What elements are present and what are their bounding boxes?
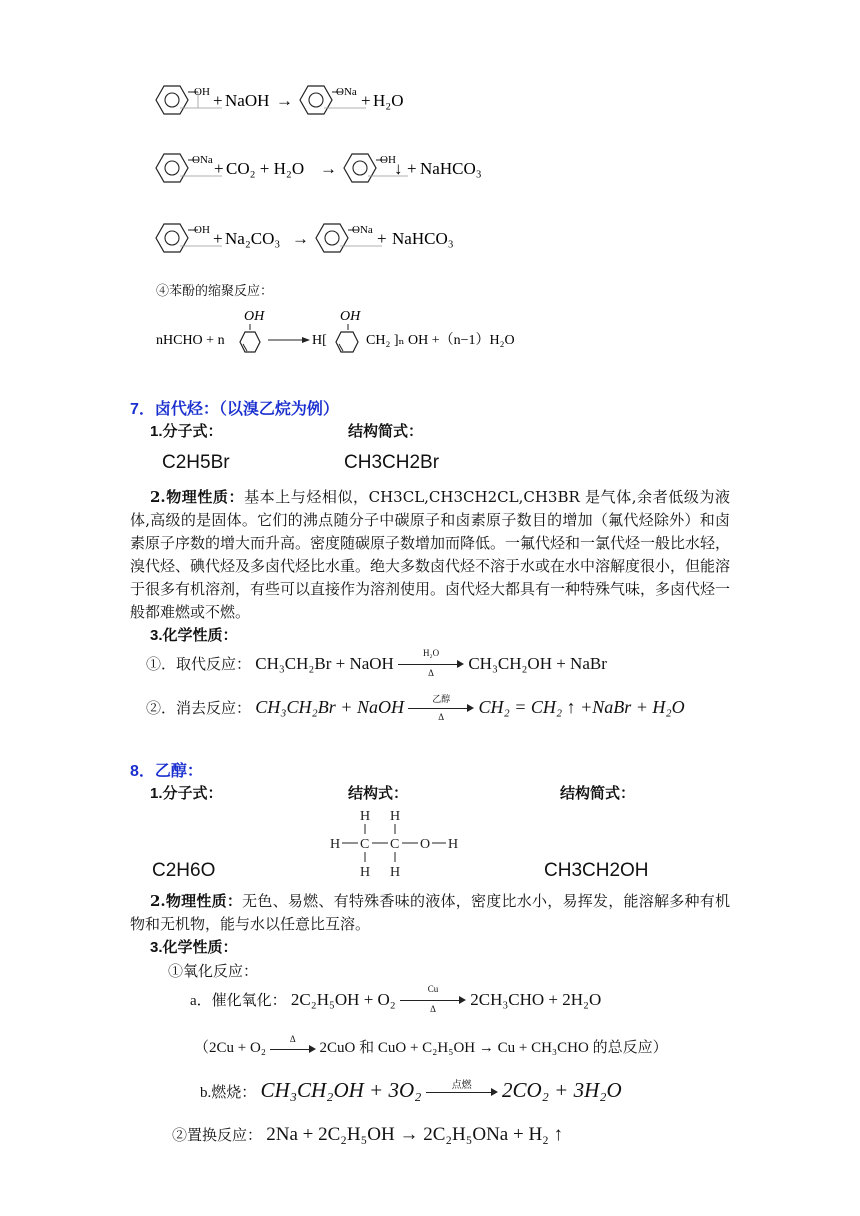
cat-ox-lhs: 2C₂H₅OH + O₂ — [290, 989, 396, 1009]
s8-struct-label: 结构式： — [348, 785, 409, 802]
combustion-label: b.燃烧： — [200, 1085, 257, 1101]
cat-ox-rhs: 2CH₃CHO + 2H₂O — [470, 989, 602, 1009]
svg-text:O: O — [420, 837, 431, 852]
combustion-lhs: CH₃CH₂OH + 3O₂ — [260, 1078, 422, 1102]
svg-text:H[: H[ — [312, 333, 327, 348]
s7-struct-formula: CH3CH2Br — [344, 452, 440, 473]
elim-reaction-lhs: CH₃CH₂Br + NaOH — [255, 696, 404, 717]
svg-text:H: H — [390, 865, 401, 880]
ethanol-structural-formula — [326, 804, 466, 884]
phenol-reaction-1 — [150, 78, 420, 126]
phenol-reaction-2 — [150, 146, 510, 194]
benzene-ring-icon — [150, 146, 510, 190]
svg-text:OH: OH — [194, 86, 210, 98]
s8-mol-formula: C2H6O — [152, 860, 216, 881]
elim-reaction-rhs: CH₂ = CH₂ ↑ +NaBr + H₂O — [478, 696, 685, 717]
cat-ox-label: a．催化氧化： — [190, 992, 287, 1009]
condensation-reaction — [152, 306, 572, 366]
svg-text:ONa: ONa — [192, 154, 213, 166]
svg-text:OH: OH — [194, 224, 210, 236]
arrow-icon: $\frac{\text{H₂O}}{\Delta}$ — [398, 650, 464, 680]
section-8-heading: 8．乙醇： — [130, 763, 203, 780]
svg-text:NaHCO₃: NaHCO₃ — [392, 229, 454, 248]
s7-mol-formula-label: 1.分子式： — [150, 423, 223, 440]
svg-text:→: → — [276, 91, 293, 110]
s7-elimination-reaction — [146, 694, 685, 724]
svg-text:→: → — [320, 159, 337, 178]
svg-text:+: + — [214, 159, 224, 178]
s8-overall-reaction-note — [194, 1033, 668, 1060]
s7-mol-formula: C2H5Br — [162, 452, 230, 473]
benzene-ring-icon — [152, 306, 572, 362]
combustion-rhs: 2CO₂ + 3H₂O — [501, 1078, 622, 1102]
s7-chem-label: 3.化学性质： — [150, 627, 238, 644]
s7-physical-properties — [130, 486, 730, 624]
svg-text:H: H — [448, 837, 459, 852]
s8-replacement-reaction — [172, 1124, 563, 1146]
svg-text:OH: OH — [244, 309, 265, 324]
svg-text:→: → — [292, 229, 309, 248]
sub-reaction-rhs: CH₃CH₂OH + NaBr — [468, 653, 607, 673]
svg-text:nHCHO + n: nHCHO + n — [156, 333, 225, 348]
svg-text:C: C — [360, 837, 370, 852]
s7-phys-label: 2.物理性质： — [150, 488, 245, 506]
s8-struct-simple: CH3CH2OH — [544, 860, 649, 881]
s7-substitution-reaction — [146, 650, 607, 680]
note-open: （2Cu + O₂ — [194, 1040, 267, 1056]
svg-text:↓: ↓ — [394, 159, 403, 178]
svg-text:OH: OH — [340, 309, 361, 324]
s8-mol-formula-label: 1.分子式： — [150, 785, 223, 802]
arrow-icon: 点燃 — [426, 1078, 498, 1108]
elim-reaction-label: ②．消去反应： — [146, 700, 252, 717]
note-rest: 2CuO 和 CuO + C₂H₅OH → Cu + CH₃CHO 的总反应） — [319, 1040, 668, 1056]
svg-text:+: + — [377, 229, 387, 248]
arrow-icon: 乙醇 Δ — [408, 694, 474, 724]
svg-text:Na₂CO₃: Na₂CO₃ — [225, 229, 281, 248]
svg-text:OH: OH — [380, 154, 396, 166]
svg-text:+: + — [213, 229, 223, 248]
svg-text:H₂O: H₂O — [373, 91, 404, 110]
svg-text:+: + — [213, 91, 223, 110]
s7-phys-text: 基本上与烃相似，CH3CL,CH3CH2CL,CH3BR 是气体,余者低级为液体,高级的是固体。它们的沸点随分子中碳原子和卤素原子数目的增加（氟代烃除外）和卤素原子序数的增大而升高。密度随碳原子数增加而降低。一氟代烃和一氯代烃一般比水轻，溴代烃、碘代烃及多卤代烃比水重。绝大多数卤代烃不溶于水或在水中溶解度很小，但能溶于很多有机溶剂，有些可以直接作为溶剂使用。卤代烃大都具有一种特殊气味，多卤代烃一般都难燃或不燃。 — [130, 488, 731, 621]
svg-text:H: H — [360, 865, 371, 880]
replacement-eq: 2Na + 2C₂H₅OH → 2C₂H₅ONa + H₂ ↑ — [266, 1124, 564, 1145]
s8-catalytic-oxidation — [190, 986, 601, 1016]
replacement-label: ②置换反应： — [172, 1128, 263, 1144]
svg-text:CO₂ + H₂O: CO₂ + H₂O — [226, 159, 305, 178]
section-7-heading: 7．卤代烃：（以溴乙烷为例） — [130, 401, 339, 418]
s8-physical-properties — [130, 890, 730, 936]
svg-text:C: C — [390, 837, 400, 852]
s8-oxidation-label: ①氧化反应： — [168, 962, 259, 980]
s8-combustion — [200, 1078, 622, 1108]
phenol-reaction-3 — [150, 216, 490, 264]
svg-text:NaOH: NaOH — [225, 91, 270, 110]
svg-text:H: H — [390, 809, 401, 824]
svg-text:H: H — [330, 837, 341, 852]
s8-phys-label: 2.物理性质： — [150, 892, 243, 910]
s8-phys-text: 无色、易燃、有特殊香味的液体，密度比水小，易挥发，能溶解多种有机物和无机物，能与水以任意比互溶。 — [130, 892, 730, 933]
sub-reaction-label: ①．取代反应： — [146, 656, 252, 673]
svg-text:H: H — [360, 809, 371, 824]
svg-text:ONa: ONa — [336, 86, 357, 98]
svg-text:+: + — [361, 91, 371, 110]
s7-struct-label: 结构简式： — [348, 423, 424, 440]
arrow-icon: Δ — [270, 1038, 316, 1060]
svg-text:NaHCO₃: NaHCO₃ — [420, 159, 482, 178]
sub-reaction-lhs: CH₃CH₂Br + NaOH — [255, 653, 394, 673]
s8-struct-simple-label: 结构简式： — [560, 785, 636, 802]
arrow-icon: $\frac{Cu}{\Delta}$ — [400, 986, 466, 1016]
benzene-ring-icon — [150, 216, 490, 260]
svg-text:+: + — [407, 159, 417, 178]
s8-chem-label: 3.化学性质： — [150, 939, 238, 956]
svg-text:CH₂ ]ₙ OH +（n−1）H₂O: CH₂ ]ₙ OH +（n−1）H₂O — [366, 333, 515, 348]
condensation-title: ④苯酚的缩聚反应： — [156, 284, 274, 299]
svg-text:ONa: ONa — [352, 224, 373, 236]
benzene-ring-icon — [150, 78, 420, 122]
